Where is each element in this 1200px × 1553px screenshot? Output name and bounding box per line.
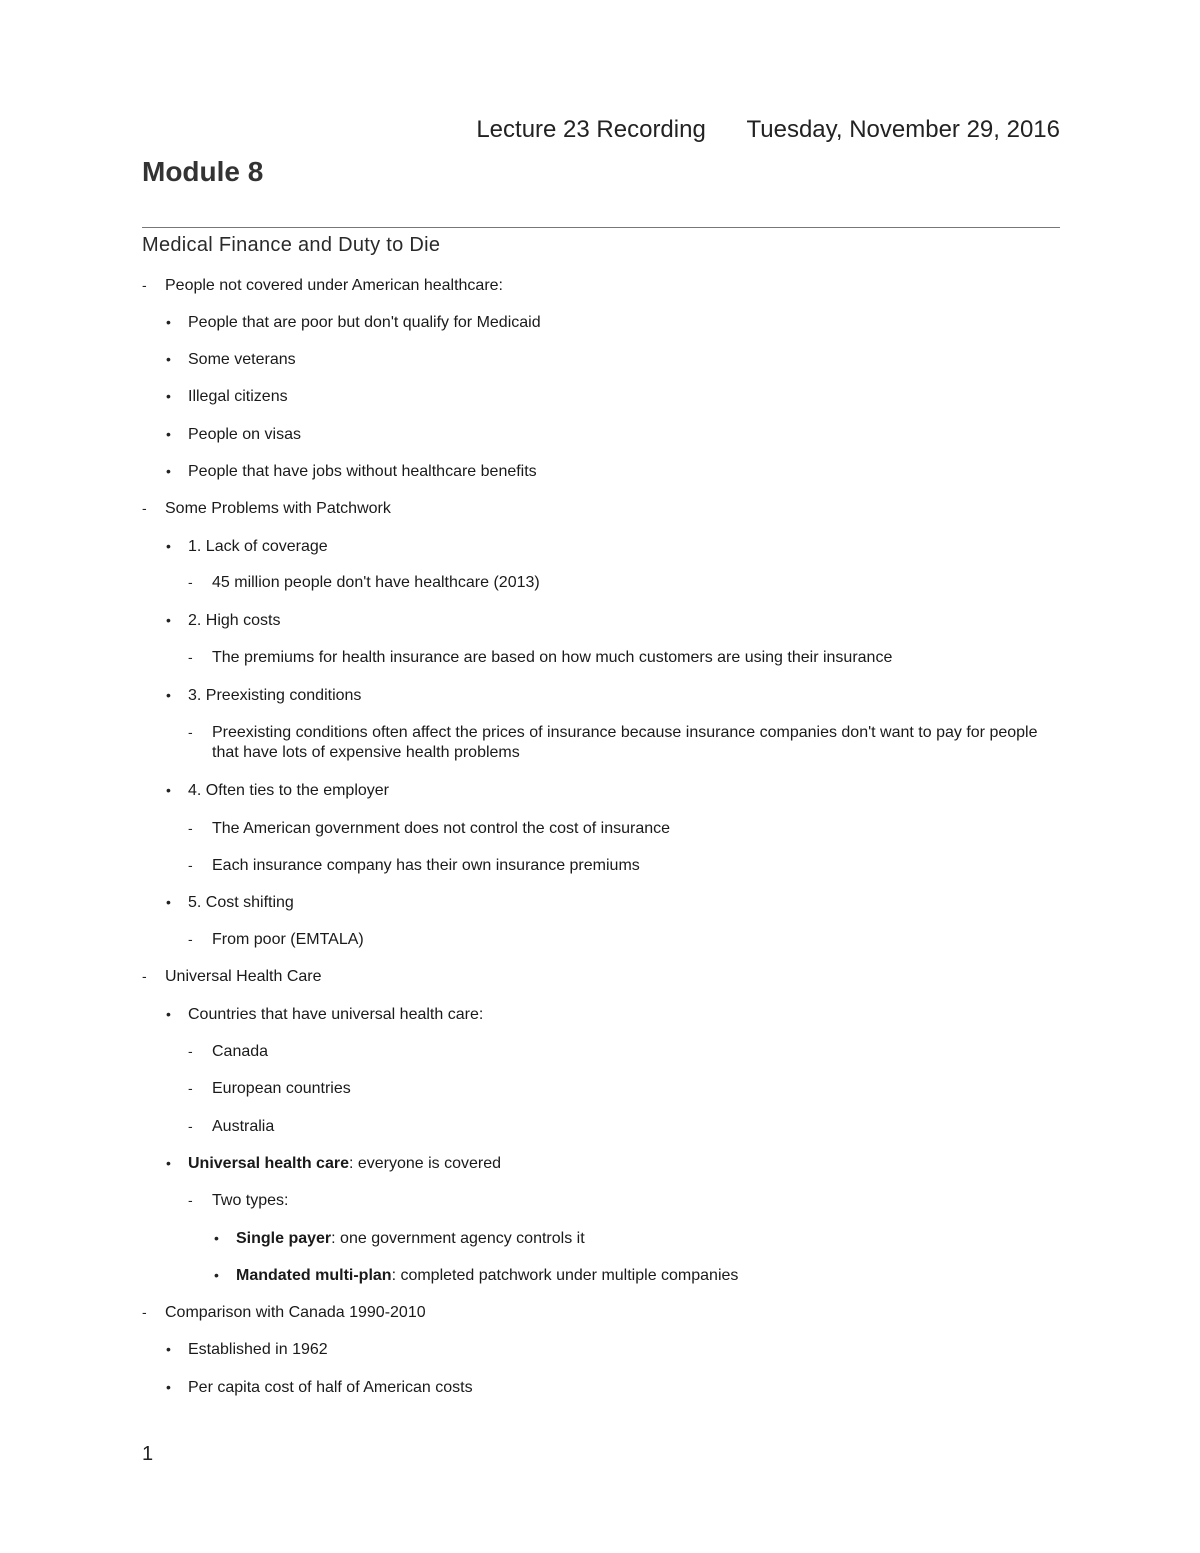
item-text: People on visas [188,426,301,443]
dash-icon: - [142,1304,147,1320]
module-title: Module 8 [142,156,264,187]
list-item [142,1191,1062,1211]
bullet-icon: • [166,1006,171,1022]
item-text: Australia [212,1118,275,1135]
bullet-icon: • [166,1341,171,1357]
bold-term: Mandated multi-plan [236,1267,392,1284]
item-text: Each insurance company has their own insurance premiums [212,857,640,874]
item-text: Some veterans [188,351,296,368]
item-text: Universal Health Care [165,968,322,985]
list-item [142,781,1062,801]
item-text: : everyone is covered [348,1155,502,1172]
list-item [142,1303,1062,1323]
list-item [142,930,1062,950]
list-item [142,1042,1062,1062]
item-text: People that have jobs without healthcare benefits [188,463,537,480]
item-text: : one government agency controls it [331,1230,585,1247]
dash-icon: - [188,574,193,590]
list-item [142,1378,1062,1398]
dash-icon: - [188,1043,193,1059]
divider [142,227,1060,228]
dash-icon: - [188,1080,193,1096]
item-text: Comparison with Canada 1990-2010 [165,1304,426,1321]
dash-icon: - [188,857,193,873]
list-item [142,967,1062,987]
bullet-icon: • [166,782,171,798]
list-item [142,611,1062,631]
list-item [142,1005,1062,1025]
list-item [142,462,1062,482]
dash-icon: - [188,820,193,836]
item-text: Established in 1962 [188,1341,328,1358]
list-item [142,856,1062,876]
bullet-icon: • [166,612,171,628]
item-text: 1. Lack of coverage [188,538,328,555]
bullet-icon: • [166,687,171,703]
list-item [142,893,1062,913]
dash-icon: - [188,931,193,947]
bullet-icon: • [214,1230,219,1246]
list-item [142,499,1062,519]
section-heading: Medical Finance and Duty to Die [142,234,441,256]
item-text: European countries [212,1080,351,1097]
bullet-icon: • [214,1267,219,1283]
item-text: Two types: [212,1192,289,1209]
item-text: : completed patchwork under multiple companies [391,1267,739,1284]
bullet-icon: • [166,538,171,554]
bullet-icon: • [166,463,171,479]
list-item [142,573,1062,593]
item-text: Illegal citizens [188,388,288,405]
item-text: Preexisting conditions often affect the prices of insurance because insurance companies don't want to pay for people that have lots of expensive health problems [212,724,1038,761]
page-header [476,116,1060,144]
list-item [142,723,1062,763]
list-item [142,1266,1062,1286]
list-item [142,350,1062,370]
item-text: Per capita cost of half of American costs [188,1379,473,1396]
dash-icon: - [188,724,193,740]
bullet-icon: • [166,1155,171,1171]
item-text: The American government does not control the cost of insurance [212,820,671,837]
item-text: From poor (EMTALA) [212,931,364,948]
list-item [142,1117,1062,1137]
bold-term: Single payer [236,1230,332,1247]
lecture-date: Tuesday, November 29, 2016 [746,116,1060,143]
dash-icon: - [188,649,193,665]
list-item [142,313,1062,333]
bullet-icon: • [166,894,171,910]
bullet-icon: • [166,426,171,442]
bold-term: Universal health care [188,1155,349,1172]
list-item [142,387,1062,407]
item-text: People that are poor but don't qualify for Medicaid [188,314,541,331]
list-item [142,1154,1062,1174]
dash-icon: - [142,968,147,984]
item-text: 2. High costs [188,612,281,629]
item-text: Canada [212,1043,269,1060]
bullet-icon: • [166,314,171,330]
list-item [142,1229,1062,1249]
list-item [142,1079,1062,1099]
lecture-title: Lecture 23 Recording [476,116,706,143]
item-text: 3. Preexisting conditions [188,687,362,704]
bullet-icon: • [166,1379,171,1395]
item-text: 5. Cost shifting [188,894,294,911]
list-item [142,686,1062,706]
dash-icon: - [142,277,147,293]
list-item [142,648,1062,668]
bullet-icon: • [166,351,171,367]
list-item [142,276,1062,296]
item-text: Some Problems with Patchwork [165,500,391,517]
item-text: Countries that have universal health care: [188,1006,484,1023]
item-text: 4. Often ties to the employer [188,782,389,799]
list-item [142,537,1062,557]
item-text: The premiums for health insurance are based on how much customers are using their insurance [212,649,893,666]
list-item [142,819,1062,839]
item-text: People not covered under American healthcare: [165,277,503,294]
item-text: 45 million people don't have healthcare (2013) [212,574,540,591]
page-number: 1 [142,1443,154,1465]
dash-icon: - [188,1118,193,1134]
dash-icon: - [142,500,147,516]
list-item [142,425,1062,445]
dash-icon: - [188,1192,193,1208]
bullet-icon: • [166,388,171,404]
list-item [142,1340,1062,1360]
